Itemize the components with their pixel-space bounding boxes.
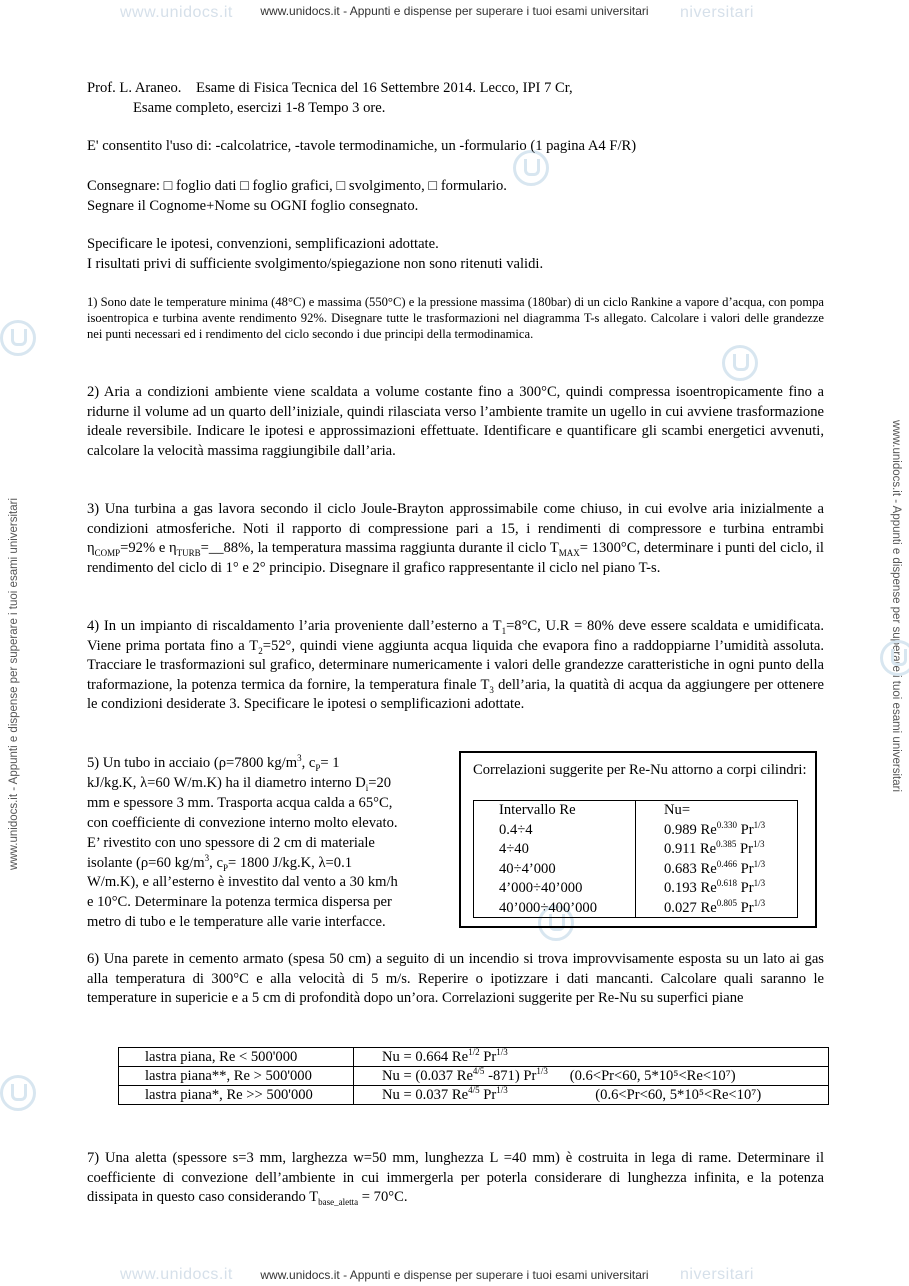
re-range-cell: 40÷4’000 xyxy=(499,860,556,877)
exercise-6: 6) Una parete in cemento armato (spesa 50 cm) a seguito di un incendio si trova improvvisamente esposta su un lato ai gas alla temperatura di 300°C e alla velocità di 5 m/s. Reperire o ipotizzare i dati mancanti. Calcolare quali saranno le temperature in supericie e a 5 cm di profondità dopo un’ora. Correlazioni suggerite per Re-Nu su superfici piane xyxy=(87,951,824,1007)
watermark-bottom: www.unidocs.it - Appunti e dispense per superare i tuoi esami universitari xyxy=(260,1268,649,1282)
exercise-1: 1) Sono date le temperature minima (48°C) e massima (550°C) e la pressione massima (180bar) di un ciclo Rankine a vapore d’acqua, con pompa isoentropica e turbina avente rendimento 92%. Disegnare tutte le trasformazioni nel diagramma T-s allegato. Calcolare i valori delle grandezze nei punti necessari ed i rendimento del ciclo secondo i due principi della termodinamica. xyxy=(87,295,824,341)
plate-formula-cell: Nu = (0.037 $Re^{4/5}$ -871) $Pr^{1/3}$ (0.6<Pr<60, 5*10⁵<Re<10⁷) xyxy=(354,1067,829,1086)
watermark-ghost-left-bottom: www.unidocs.it xyxy=(120,1266,233,1283)
exercise-2: 2) Aria a condizioni ambiente viene scaldata a volume costante fino a 300°C, quindi compressa isoentropicamente fino a ridurne il volume ad un quarto dell’iniziale, quindi rilasciata verso l’ambiente tramite un ugello in cui avviene trasformazione ideale reversibile. Indicare le ipotesi e approssimazioni effettuate. Identificare e quantificare gli scambi energetici avvenuti, calcolare la velocità massima raggiungibile dall’aria. xyxy=(87,384,824,459)
header-line-2: Esame completo, esercizi 1-8 Tempo 3 ore. xyxy=(133,100,386,116)
nu-cell: 0.027 $Re^{0.805}$ $Pr^{1/3}$ xyxy=(664,898,766,916)
nu-cell: 0.989 $Re^{0.330}$ $Pr^{1/3}$ xyxy=(664,819,766,838)
plate-formula-cell: Nu = 0.664 $Re^{1/2}$ $Pr^{1/3}$ xyxy=(354,1048,829,1067)
deliver-instructions: Consegnare: □ foglio dati □ foglio grafici, □ svolgimento, □ formulario. xyxy=(87,178,507,194)
exercise-3: 3) Una turbina a gas lavora secondo il ciclo Joule-Brayton approssimabile come chiuso, in cui evolve aria inizialmente a condizioni atmosferiche. Noti il rapporto di compressione pari a 15, i rendimenti di compressore e turbina entrambi $\eta_{COMP}=92\%$ e $\eta_{TURB}=\_\_88\%$, la temperatura massima raggiunta durante il ciclo $T_{MAX}= 1300^\circ C$, determinare i punti del ciclo, il rendimento del ciclo di 1° e 2° principio. Disegnare il grafico rappresentante il ciclo nel piano T-s. xyxy=(87,501,824,576)
nu-cell: 0.911 $Re^{0.385}$ $Pr^{1/3}$ xyxy=(664,839,765,858)
re-range-cell: 4÷40 xyxy=(499,841,529,858)
table-row xyxy=(119,1067,829,1086)
header-line-1: Prof. L. Araneo. Esame di Fisica Tecnica del 16 Settembre 2014. Lecco, IPI 7 Cr, xyxy=(87,80,573,96)
cylinder-correlation-box xyxy=(459,751,817,928)
exercise-4: 4) In un impianto di riscaldamento l’aria proveniente dall’esterno a $T_1=8^\circ C$, U.R = 80% deve essere scaldata e umidificata. Viene prima portata fino a $T_2=52^\circ$, quindi viene aggiunta acqua liquida che evapora fino a raddoppiarne l’umidità assoluta. Tracciare le trasformazioni sul grafico, determinare numericamente i valori delle grandezze caratteristiche in ogni punto della traformazione, la potenza termica da fornire, la temperatura finale $T_3$ dell’aria, la quatità di acqua da aggiungere per ottenere le condizioni desiderate 3. Specificare le ipotesi o semplificazioni adottate. xyxy=(87,618,825,713)
plate-label-cell: lastra piana**, Re > 500'000 xyxy=(119,1067,354,1086)
allowed-materials: E' consentito l'uso di: -calcolatrice, -tavole termodinamiche, un -formulario (1 pagina A4 F/R) xyxy=(87,138,637,154)
exercise-5: 5) Un tubo in acciaio (ρ=7800 $kg/m^3$, $c_P= 1$ kJ/kg.K, λ=60 W/m.K) ha il diametro interno $D_i=20$ mm e spessore 3 mm. Trasporta acqua calda a 65°C, con coefficiente di convezione interno molto elevato. E’ rivestito con uno spessore di 2 cm di materiale isolante (ρ=60 $kg/m^3$, $c_P= 1800$ J/kg.K, λ=0.1 W/m.K), e all’esterno è investito dal vento a 30 km/h e 10°C. Determinare la potenza termica dispersa per metro di tubo e le temperature alle varie interfacce. xyxy=(87,753,398,931)
correlation-table xyxy=(473,800,798,918)
watermark-ghost-left: www.unidocs.it xyxy=(120,4,233,21)
watermark-side-right: www.unidocs.it - Appunti e dispense per superare i tuoi esami universitari xyxy=(890,420,902,793)
watermark-ghost-right-bottom: niversitari xyxy=(680,1266,754,1283)
watermark-logo-icon xyxy=(880,640,909,676)
validity-note: I risultati privi di sufficiente svolgimento/spiegazione non sono ritenuti validi. xyxy=(87,256,544,272)
hypotheses-instructions: Specificare le ipotesi, convenzioni, semplificazioni adottate. xyxy=(87,236,439,252)
table-row xyxy=(119,1086,829,1105)
exercise-7: 7) Una aletta (spessore s=3 mm, larghezza w=50 mm, lunghezza L =40 mm) è costruita in lega di rame. Determinare il coefficiente di convezione dell’ambiente in cui immergerla per poterla considerare di lunghezza infinita, e la potenza dissipata in questo caso considerando $T_{base\_aletta} = 70^\circ C$. xyxy=(87,1150,824,1208)
plate-label-cell: lastra piana*, Re >> 500'000 xyxy=(119,1086,354,1105)
re-range-cell: 0.4÷4 xyxy=(499,821,533,838)
name-instructions: Segnare il Cognome+Nome su OGNI foglio consegnato. xyxy=(87,198,419,214)
plate-label-cell: lastra piana, Re < 500'000 xyxy=(119,1048,354,1067)
nu-column xyxy=(636,801,797,917)
watermark-logo-icon xyxy=(722,345,758,381)
watermark-top: www.unidocs.it - Appunti e dispense per superare i tuoi esami universitari xyxy=(260,4,649,18)
flat-plate-correlation-table xyxy=(118,1047,829,1105)
watermark-ghost-right: niversitari xyxy=(680,4,754,21)
correlation-box-title: Correlazioni suggerite per Re-Nu attorno a corpi cilindri: xyxy=(473,762,807,778)
nu-cell: 0.683 $Re^{0.466}$ $Pr^{1/3}$ xyxy=(664,858,766,877)
re-range-cell: 40’000÷400’000 xyxy=(499,899,597,916)
re-range-column xyxy=(474,801,636,917)
watermark-side-left: www.unidocs.it - Appunti e dispense per superare i tuoi esami universitari xyxy=(8,497,20,870)
nu-cell: 0.193 $Re^{0.618}$ $Pr^{1/3}$ xyxy=(664,878,766,897)
table-row xyxy=(119,1048,829,1067)
re-range-cell: 4’000÷40’000 xyxy=(499,880,583,897)
watermark-logo-icon xyxy=(0,1075,36,1111)
plate-formula-cell: Nu = 0.037 $Re^{4/5}$ $Pr^{1/3}$ (0.6<Pr<60, 5*10⁵<Re<10⁷) xyxy=(354,1086,829,1105)
nu-header: Nu= xyxy=(664,802,691,818)
re-range-header: Intervallo Re xyxy=(499,802,576,818)
watermark-logo-icon xyxy=(0,320,36,356)
